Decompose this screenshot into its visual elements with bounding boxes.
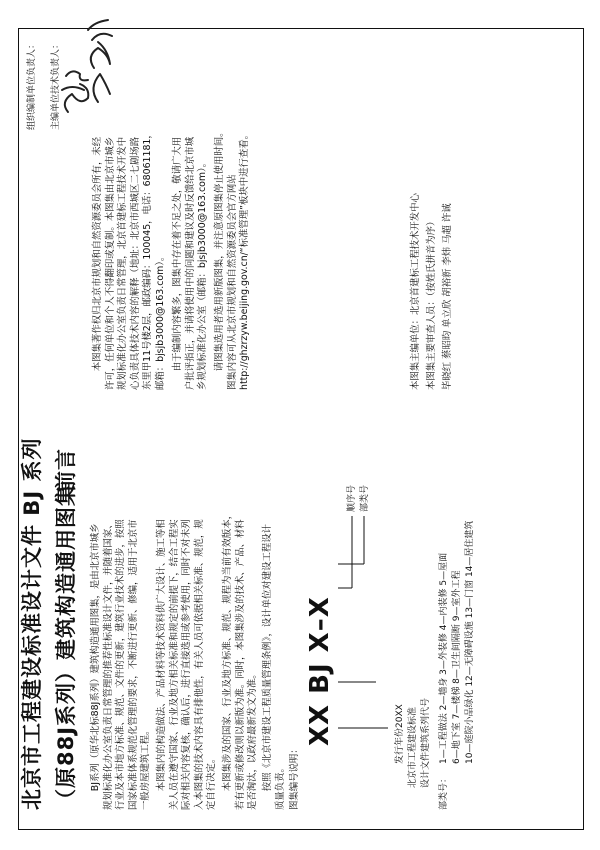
category-row: 1—工程做法 2—墙身 3—外装修 4—内装修 5—屋面 — [439, 552, 449, 764]
code-intro: 图集编号说明： — [289, 744, 300, 810]
std-label-2: 设计文件建筑系列代号 — [421, 697, 431, 788]
usage-line: 际对相关内容复核，确认后，进行直接选用或参考使用，同时不对未列 — [181, 519, 192, 810]
feedback-paragraph — [172, 137, 210, 390]
usage-line: 定自行决定。 — [206, 753, 217, 810]
category-row: 6—地下室 7—楼梯 8—卫生间隔断 9—室外工程 — [452, 570, 462, 764]
editor-unit: 本图集主编单位：北京首建标工程技术开发中心 — [410, 193, 421, 390]
standards-paragraph — [222, 510, 260, 810]
copyright-line: 规划标准化办公室负责日常管理，北京首建标工程技术开发中 — [117, 136, 128, 390]
code-format: XX BJ X–X — [305, 596, 335, 746]
standards-line: 是否淘汰，以政府最新发文为准。 — [247, 669, 258, 810]
seq-label: 顺序号 — [347, 484, 357, 512]
preface-heading: 前言 — [54, 448, 78, 492]
handwritten-signatures — [58, 10, 118, 120]
category-row: 10—庭院小品绿化 12—无障碍设施 13—门窗 14—居住建筑 — [465, 520, 475, 764]
intro-line: 规划标准化办公室负责日常管理的推荐性标准设计文件，并随着国家、 — [102, 519, 114, 810]
category-label: 部类号： — [439, 773, 449, 810]
quality-paragraph — [262, 524, 287, 810]
std-label: 北京市工程建设标准 — [408, 706, 418, 788]
copyright-paragraph — [92, 129, 167, 390]
usage-line: 入本图集的技术内容具有排他性，有关人员可依据相关标准、规范，规 — [193, 519, 205, 810]
feedback-line: 由于编制内容繁多，图集中存在着不足之处，敬请广大用 — [172, 136, 183, 372]
cat-label: 部类号 — [360, 484, 370, 512]
copyright-line: 心负责具体技术内容的解释（地址：北京市西城区二七剧场路 — [129, 136, 141, 390]
editor-leader-label: 主编单位技术负责人： — [51, 39, 61, 130]
version-line: 请图集选用者选用新版图集，并注意原图集停止使用时间。 — [214, 127, 225, 372]
intro-line: 一般房屋建筑工程。 — [140, 725, 151, 810]
version-paragraph — [214, 127, 252, 390]
feedback-line: 户批评指正，并请将使用中的问题和建议及时反馈给北京市城 — [184, 136, 196, 390]
usage-line: 本图集内的构造做法、产品材料等技术资料供广大设计、施工等相 — [156, 519, 167, 792]
copyright-line: 东里甲11号楼2层，邮政编码：100045，电话：68061181， — [142, 129, 153, 390]
copyright-line: 邮箱：bjsjb3000@163.com）。 — [154, 251, 166, 390]
intro-line: 国家标准体系规范化管理的要求，不断进行更新、修编，适用于北京市 — [127, 519, 139, 810]
feedback-line: 乡规划标准化办公室（邮箱：bjsjb3000@163.com）。 — [197, 157, 208, 390]
website-line: http://ghzrzyw.beijing.gov.cn/“标准管理”板块中进行查看。 — [239, 129, 250, 390]
intro-line: BJ系列（原华北标88J系列）建筑构造通用图集，是由北京市城乡 — [90, 523, 101, 792]
reviewers-list: 毕晓红 蔡昭昀 单立欣 胡裕新 李炜 马超 许诚 — [442, 203, 453, 390]
intro-paragraph — [90, 519, 153, 810]
reviewers-label: 本图集主要审查人员：（按姓氏拼音为序） — [426, 216, 437, 390]
usage-line: 关人员在遵守国家、行业及地方相关标准和规定的前提下，结合工程实 — [168, 519, 180, 810]
intro-line: 行业及本市地方标准、规范、文件的更新，建筑行业技术的进步，按照 — [115, 519, 126, 810]
standards-line: 若有更新或修改则以新版为准。同时，本图集涉及的技术、产品、材料 — [234, 519, 246, 810]
org-leader-label: 组织编制单位负责人： — [27, 39, 37, 130]
title-line-2: （原88J系列）建筑构造通用图集 — [54, 483, 78, 810]
quality-line: 质量负责。 — [274, 763, 286, 810]
version-line: 图集内容可从北京市规划和自然资源委员会官方网站 — [226, 174, 238, 390]
quality-line: 按照《北京市建设工程质量管理条例》，设计单位对建设工程设计 — [262, 524, 273, 792]
copyright-line: 许可，任何单位和个人不得翻印或复制。本图集由北京市城乡 — [104, 136, 116, 390]
standards-line: 本图集涉及的国家、行业及地方标准、规范、规程为当前有效版本， — [222, 509, 233, 792]
year-label: 发行年份20XX — [395, 704, 405, 764]
title-line-1: 北京市工程建设标准设计文件 BJ 系列 — [20, 437, 44, 810]
copyright-line: 本图集著作权归北京市规划和自然资源委员会所有，未经 — [92, 136, 103, 372]
usage-paragraph — [156, 519, 219, 810]
